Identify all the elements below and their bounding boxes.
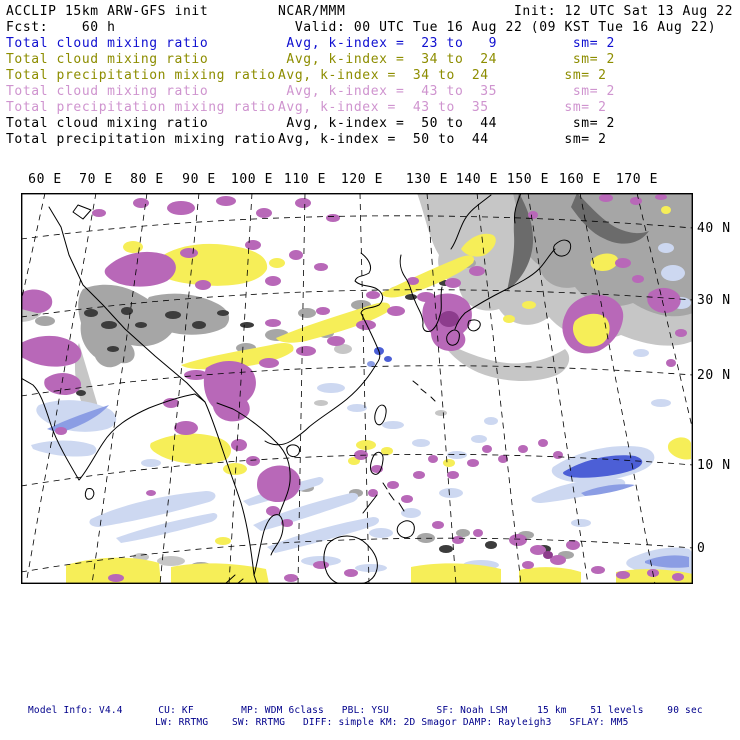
kindex-value: Avg, k-index = 50 to 44 xyxy=(278,116,498,131)
sm-value: sm= 2 xyxy=(556,84,615,99)
lon-tick-label: 160 E xyxy=(558,172,602,187)
kindex-value: Avg, k-index = 50 to 44 xyxy=(278,132,489,147)
init-time: Init: 12 UTC Sat 13 Aug 22 xyxy=(514,4,734,19)
lat-tick-label: 30 N xyxy=(697,293,731,308)
legend-sm-column xyxy=(556,36,615,148)
lon-tick-label: 90 E xyxy=(182,172,216,187)
valid-time: Valid: 00 UTC Tue 16 Aug 22 (09 KST Tue 16 Aug 22) xyxy=(278,20,717,35)
kindex-value: Avg, k-index = 34 to 24 xyxy=(278,52,498,67)
center-name: NCAR/MMM xyxy=(278,4,346,19)
legend-label: Total cloud mixing ratio xyxy=(6,116,209,131)
model-info-line1: Model Info: V4.4 CU: KF MP: WDM 6class PBL: YSU SF: Noah LSM 15 km 51 levels 90 sec xyxy=(28,705,703,716)
lat-tick-label: 10 N xyxy=(697,458,731,473)
kindex-value: Avg, k-index = 23 to 9 xyxy=(278,36,498,51)
sm-value: sm= 2 xyxy=(556,68,607,83)
legend-label: Total cloud mixing ratio xyxy=(6,36,209,51)
sm-value: sm= 2 xyxy=(556,36,615,51)
lat-tick-label: 0 xyxy=(697,541,706,556)
legend-label: Total precipitation mixing ratio xyxy=(6,132,276,147)
lon-tick-label: 120 E xyxy=(340,172,384,187)
legend-mid-column xyxy=(278,4,716,148)
lat-tick-label: 20 N xyxy=(697,368,731,383)
legend-label: Total precipitation mixing ratio xyxy=(6,100,276,115)
lon-tick-label: 60 E xyxy=(28,172,62,187)
fcst-hour: Fcst: 60 h xyxy=(6,20,116,35)
lat-tick-label: 40 N xyxy=(697,221,731,236)
legend-label: Total precipitation mixing ratio xyxy=(6,68,276,83)
lon-tick-label: 110 E xyxy=(283,172,327,187)
lon-tick-label: 100 E xyxy=(230,172,274,187)
forecast-map xyxy=(21,193,693,584)
legend-left-column xyxy=(6,4,276,148)
kindex-value: Avg, k-index = 34 to 24 xyxy=(278,68,489,83)
legend-label: Total cloud mixing ratio xyxy=(6,84,209,99)
lon-tick-label: 150 E xyxy=(506,172,550,187)
sm-value: sm= 2 xyxy=(556,52,615,67)
lon-tick-label: 130 E xyxy=(405,172,449,187)
kindex-value: Avg, k-index = 43 to 35 xyxy=(278,100,489,115)
page-title: ACCLIP 15km ARW-GFS init xyxy=(6,4,209,19)
sm-value: sm= 2 xyxy=(556,100,607,115)
lon-tick-label: 170 E xyxy=(615,172,659,187)
lon-tick-label: 70 E xyxy=(79,172,113,187)
kindex-value: Avg, k-index = 43 to 35 xyxy=(278,84,498,99)
model-info-line2: LW: RRTMG SW: RRTMG DIFF: simple KM: 2D Smagor DAMP: Rayleigh3 SFLAY: MM5 xyxy=(155,717,629,728)
lon-tick-label: 140 E xyxy=(455,172,499,187)
legend-label: Total cloud mixing ratio xyxy=(6,52,209,67)
lon-tick-label: 80 E xyxy=(130,172,164,187)
sm-value: sm= 2 xyxy=(556,116,615,131)
sm-value: sm= 2 xyxy=(556,132,607,147)
